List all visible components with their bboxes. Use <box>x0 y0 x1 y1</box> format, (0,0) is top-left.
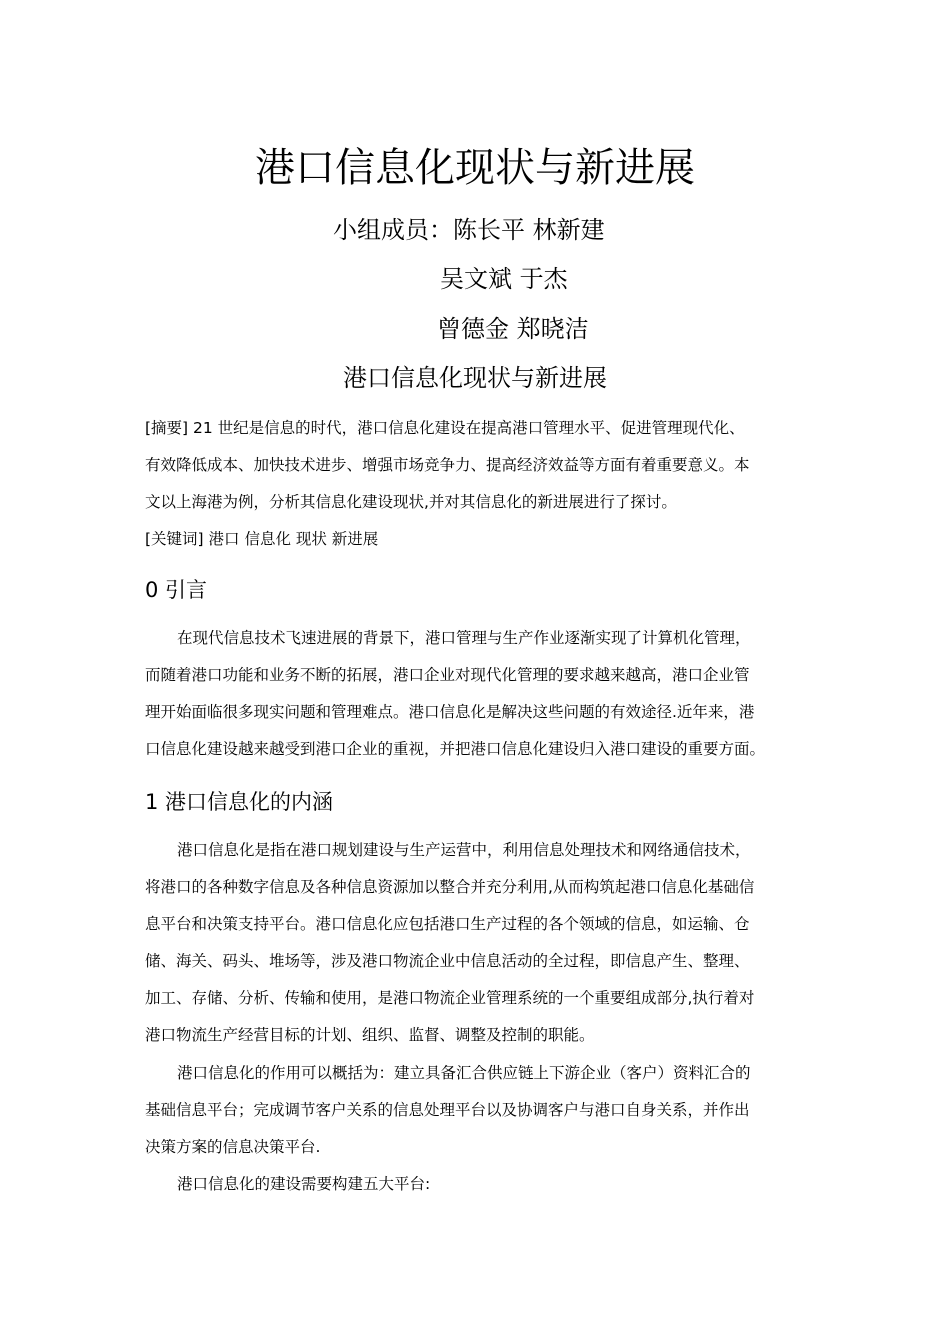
paragraph-line: 加工、存储、分析、传输和使用，是港口物流企业管理系统的一个重要组成部分,执行着对 <box>145 989 755 1007</box>
paragraph-line: 息平台和决策支持平台。港口信息化应包括港口生产过程的各个领域的信息，如运输、仓 <box>145 915 750 933</box>
abstract-line-2: 有效降低成本、加快技术进步、增强市场竞争力、提高经济效益等方面有着重要意义。本 <box>145 456 750 474</box>
document-title: 港口信息化现状与新进展 <box>255 145 695 191</box>
abstract-line-1: [摘要] 21 世纪是信息的时代，港口信息化建设在提高港口管理水平、促进管理现代化、 <box>145 419 745 437</box>
paragraph-line: 港口物流生产经营目标的计划、组织、监督、调整及控制的职能。 <box>145 1026 595 1044</box>
section-1-paragraph-3 <box>145 1166 815 1203</box>
abstract-line-3: 文以上海港为例，分析其信息化建设现状,并对其信息化的新进展进行了探讨。 <box>145 493 677 511</box>
paragraph-line: 储、海关、码头、堆场等，涉及港口物流企业中信息活动的全过程，即信息产生、整理、 <box>145 952 750 970</box>
paragraph-line: 港口信息化是指在港口规划建设与生产运营中，利用信息处理技术和网络通信技术， <box>177 841 751 859</box>
group-members-line-1: 小组成员：陈长平 林新建 <box>333 216 605 244</box>
section-1-paragraph-2 <box>145 1055 815 1166</box>
keywords: [关键词] 港口 信息化 现状 新进展 <box>145 530 379 548</box>
section-0-heading: 0 引言 <box>145 578 208 602</box>
section-0-paragraph <box>145 620 815 768</box>
paragraph-line: 决策方案的信息决策平台. <box>145 1138 321 1156</box>
paragraph-line: 基础信息平台；完成调节客户关系的信息处理平台以及协调客户与港口自身关系，并作出 <box>145 1101 750 1119</box>
paragraph-line: 港口信息化的作用可以概括为：建立具备汇合供应链上下游企业（客户）资料汇合的 <box>177 1064 751 1082</box>
paragraph-line: 港口信息化的建设需要构建五大平台: <box>177 1175 431 1193</box>
group-members-line-3: 曾德金 郑晓洁 <box>437 315 589 343</box>
paragraph-line: 而随着港口功能和业务不断的拓展，港口企业对现代化管理的要求越来越高，港口企业管 <box>145 666 750 684</box>
paragraph-line: 在现代信息技术飞速进展的背景下，港口管理与生产作业逐渐实现了计算机化管理， <box>177 629 751 647</box>
group-members-line-2: 吴文斌 于杰 <box>440 265 568 293</box>
paragraph-line: 口信息化建设越来越受到港口企业的重视，并把港口信息化建设归入港口建设的重要方面。 <box>145 740 766 758</box>
document-subtitle: 港口信息化现状与新进展 <box>343 364 607 392</box>
paragraph-line: 理开始面临很多现实问题和管理难点。港口信息化是解决这些问题的有效途径.近年来，港 <box>145 703 755 721</box>
paragraph-line: 将港口的各种数字信息及各种信息资源加以整合并充分利用,从而构筑起港口信息化基础信 <box>145 878 755 896</box>
section-1-heading: 1 港口信息化的内涵 <box>145 790 334 814</box>
abstract <box>145 410 815 521</box>
section-1-paragraph-1 <box>145 832 815 1054</box>
